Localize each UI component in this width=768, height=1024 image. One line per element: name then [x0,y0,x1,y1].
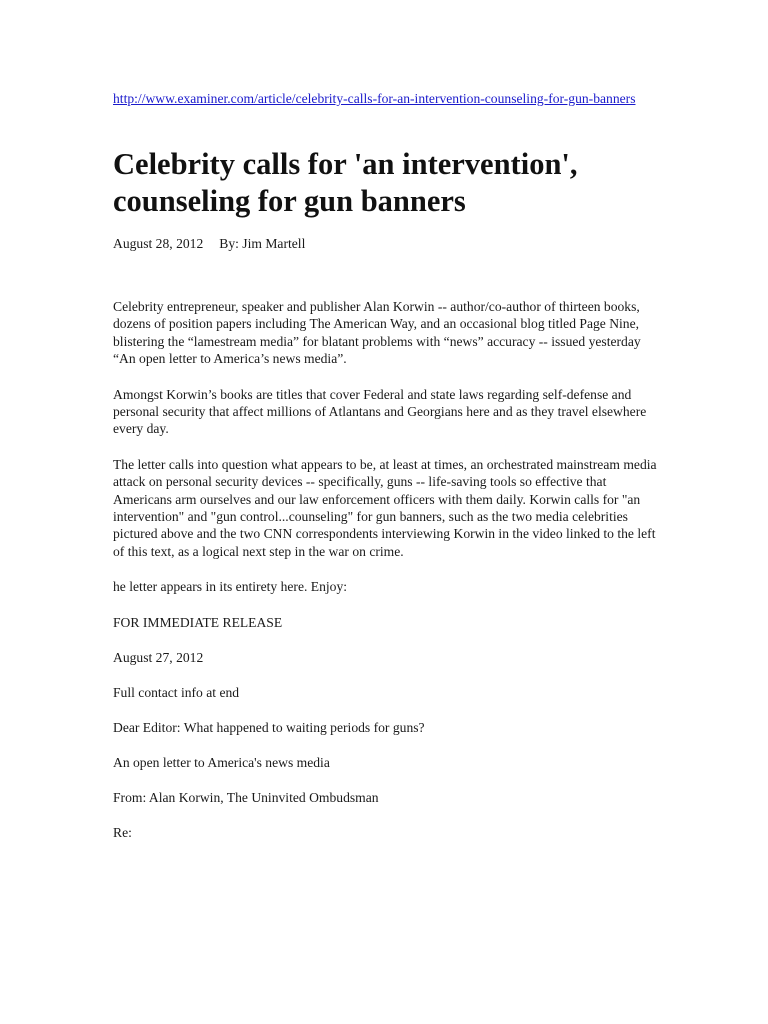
contact-note: Full contact info at end [113,684,240,700]
article-author: By: Jim Martell [219,236,306,251]
release-date: August 27, 2012 [113,649,204,665]
letter-re: Re: [113,824,132,840]
body-paragraph-1: Celebrity entrepreneur, speaker and publisher Alan Korwin -- author/co-author of thirteen books, dozens of position papers including The American Way, and an occasional blog titled Page Nine, blistering the “lamestream media” for blatant problems with “news” accuracy -- issued yesterday “An open letter to America’s news media”. [113,299,641,367]
body-paragraph-4: he letter appears in its entirety here. Enjoy: [113,579,348,595]
letter-from: From: Alan Korwin, The Uninvited Ombudsman [113,789,379,805]
body-paragraph-3: The letter calls into question what appears to be, at least at times, an orchestrated mainstream media attack on personal security devices -- specifically, guns -- life-saving tools so effective that Americans arm ourselves and our law enforcement officers with them daily. Korwin calls for "an intervention" and "gun control...counseling" for gun banners, such as the two media celebrities pictured above and the two CNN correspondents interviewing Korwin in the video linked to the left of this text, as a logical next step in the war on crime. [113,456,657,559]
body-paragraph-2: Amongst Korwin’s books are titles that cover Federal and state laws regarding self-defense and personal security that affect millions of Atlantans and Georgians here and as they travel elsewhere every day. [113,386,647,437]
source-url-link[interactable]: http://www.examiner.com/article/celebrity-calls-for-an-intervention-counseling-for-gun-banners [113,91,636,106]
document-page [113,90,658,841]
release-header: FOR IMMEDIATE RELEASE [113,614,283,630]
article-title: Celebrity calls for 'an intervention', counseling for gun banners [113,147,578,218]
letter-heading: An open letter to America's news media [113,754,330,770]
letter-salutation: Dear Editor: What happened to waiting periods for guns? [113,719,425,735]
article-date: August 28, 2012 [113,236,204,251]
article-byline [113,235,658,252]
